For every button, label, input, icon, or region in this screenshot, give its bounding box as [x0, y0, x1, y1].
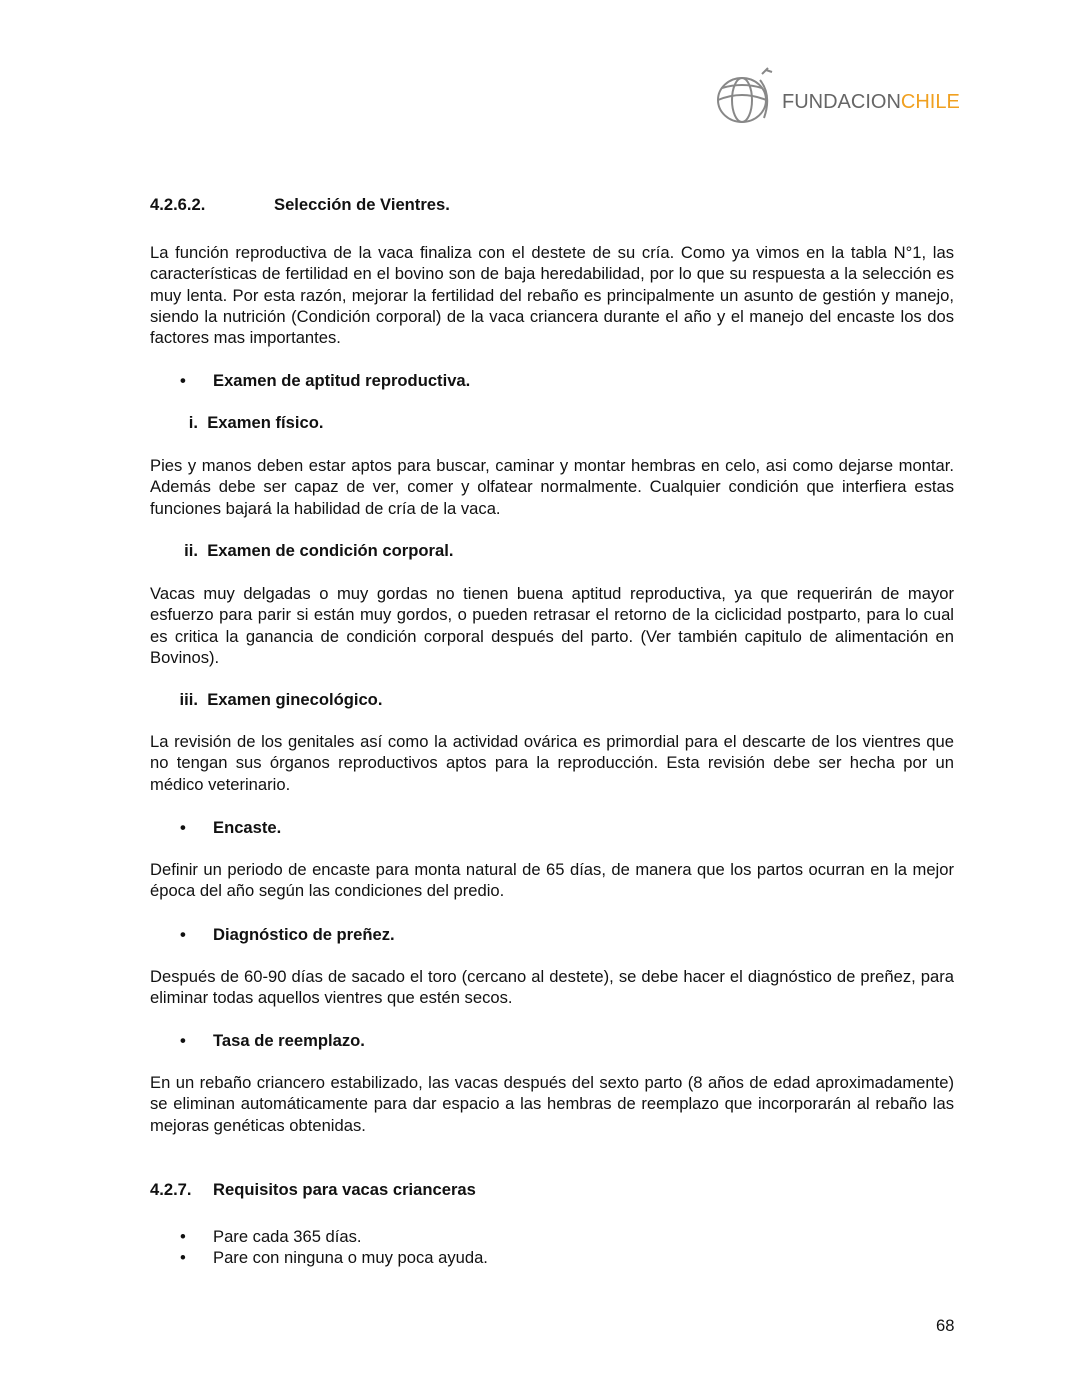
section-heading-427: 4.2.7. Requisitos para vacas crianceras [150, 1180, 476, 1199]
intro-paragraph: La función reproductiva de la vaca finaliza con el destete de su cría. Como ya vimos en la tabla N°1, las características de fertilidad en el bovino son de baja heredabilidad, por lo que su respuesta a la selección es muy lenta. Por esta razón, mejorar la fertilidad del rebaño es principalmente un asunto de gestión y manejo, siendo la nutrición (Condición corporal) de la vaca criancera durante el año y el manejo del encaste los dos factores mas importantes. [150, 243, 954, 348]
subheading-examen-fisico: i. Examen físico. [188, 413, 324, 432]
tasa-reemplazo-text: En un rebaño criancero estabilizado, las vacas después del sexto parto (8 años de edad aproximadamente) se eliminan automáticamente para dar espacio a las hembras de reemplazo que incorporarán al rebaño las mejoras genéticas obtenidas. [150, 1073, 954, 1135]
page-number: 68 [936, 1316, 955, 1335]
condicion-corporal-text: Vacas muy delgadas o muy gordas no tienen buena aptitud reproductiva, ya que requerirán de mayor esfuerzo para parir si están muy gordos, o pueden retrasar el retorno de la ciclicidad postparto, para lo cual es critica la ganancia de condición corporal después del parto. (Ver también capitulo de alimentación en Bovinos). [150, 584, 954, 667]
subheading-examen-ginecologico: iii. Examen ginecológico. [179, 690, 383, 709]
subheading-condicion-corporal: ii. Examen de condición corporal. [184, 541, 454, 560]
section-heading-4262: 4.2.6.2. Selección de Vientres. [150, 195, 450, 214]
globe-logo-icon [712, 60, 782, 130]
list-item: • Pare cada 365 días. [180, 1227, 362, 1246]
diagnostico-text: Después de 60-90 días de sacado el toro (cercano al destete), se debe hacer el diagnóstico de preñez, para eliminar todas aquellos vientres que estén secos. [150, 967, 954, 1008]
logo-text: FUNDACIONCHILE [782, 91, 960, 113]
encaste-text: Definir un periodo de encaste para monta natural de 65 días, de manera que los partos ocurran en la mejor época del año según las condiciones del predio. [150, 860, 954, 901]
bullet-examen-aptitud: • Examen de aptitud reproductiva. [180, 371, 471, 390]
examen-fisico-text: Pies y manos deben estar aptos para buscar, caminar y montar hembras en celo, asi como dejarse montar. Además debe ser capaz de ver, comer y olfatear normalmente. Cualquier condición que interfiera estas funciones bajará la habilidad de cría de la vaca. [150, 456, 954, 518]
list-item: • Pare con ninguna o muy poca ayuda. [180, 1248, 488, 1268]
requisitos-list [180, 1226, 488, 1269]
fundacion-chile-logo [712, 60, 962, 130]
bullet-tasa-reemplazo: • Tasa de reemplazo. [180, 1031, 365, 1050]
bullet-diagnostico: • Diagnóstico de preñez. [180, 925, 395, 944]
examen-ginecologico-text: La revisión de los genitales así como la actividad ovárica es primordial para el descarte de los vientres que no tengan sus órganos reproductivos aptos para la reproducción. Esta revisión debe ser hecha por un médico veterinario. [150, 732, 954, 794]
bullet-encaste: • Encaste. [180, 818, 282, 837]
